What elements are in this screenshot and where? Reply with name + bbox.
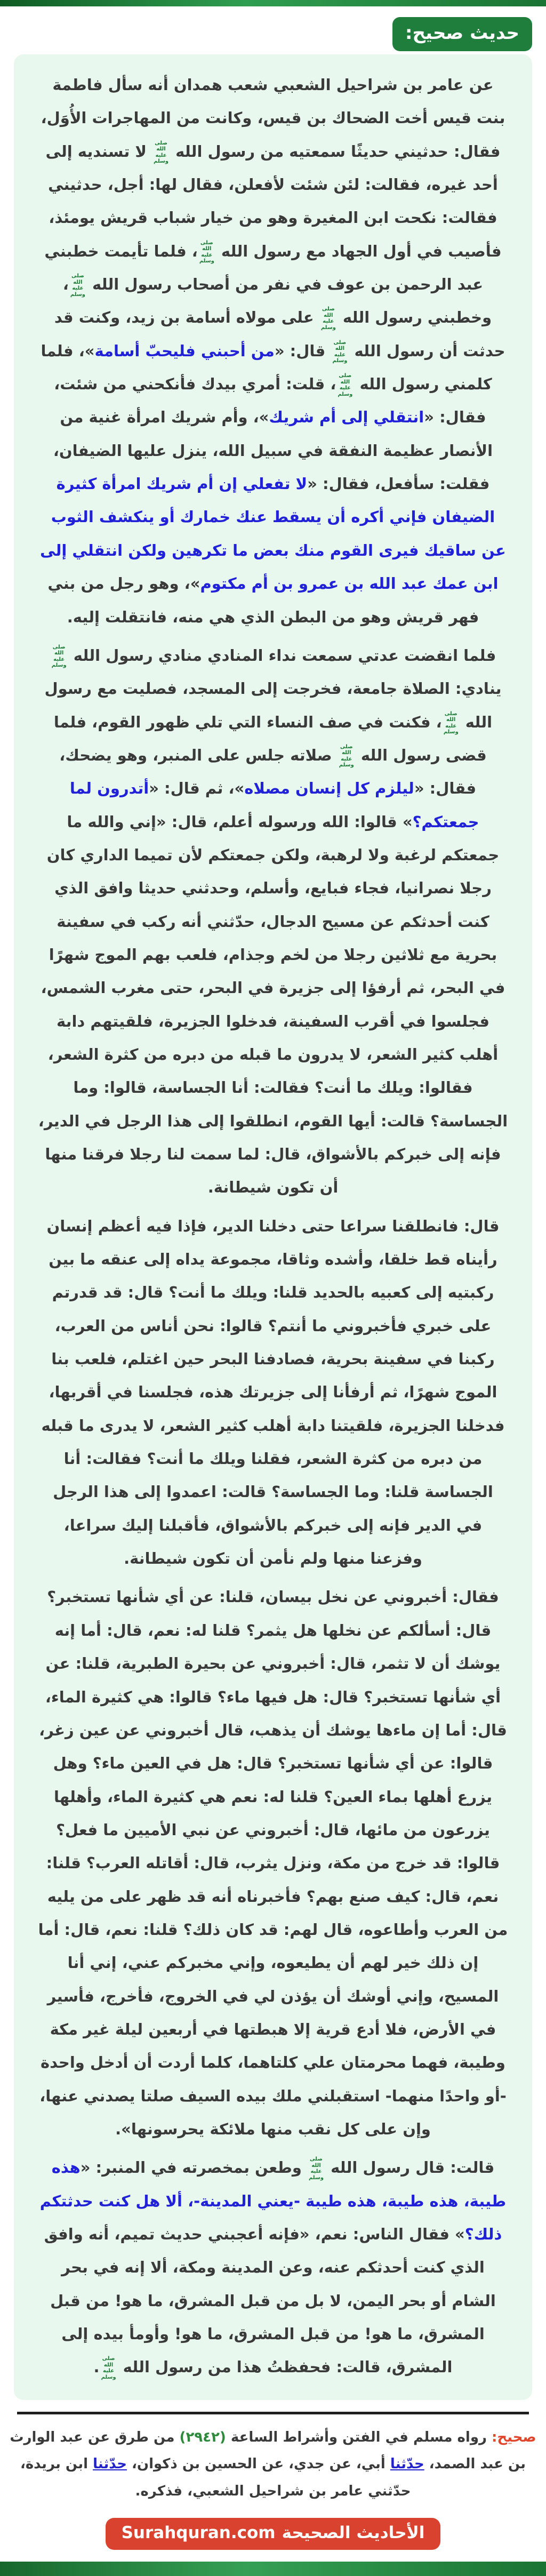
saw-symbol: صلى الله عليه وسلم (332, 339, 348, 364)
prophet-quote-text: انتقلي إلى أم شريك (269, 408, 424, 427)
narrator-link[interactable]: حدّثنا (390, 2456, 424, 2473)
hadith-paragraph (37, 1210, 509, 1575)
prophet-quote-text: هذه طيبة، هذه طيبة، هذه طيبة -يعني المدينة-، ألا هل كنت حدثتكم ذلك؟ (39, 2158, 507, 2243)
text-segment: فلما انقضت عدتي سمعت نداء المنادي منادي رسول الله (68, 646, 496, 665)
text-segment: ابن بريدة، حدّثني عامر بن شراحيل الشعبي، فذكره. (20, 2456, 411, 2500)
saw-symbol: صلى الله عليه وسلم (338, 373, 353, 397)
saw-symbol: صلى الله عليه وسلم (51, 644, 67, 669)
prophet-quote-text: لا تفعلي إن أم شريك امرأة كثيرة الضيفان فإني أكره أن يسقط عنك خمارك أو ينكشف الثوب عن ساقيك فيرى القوم منك بعض ما تكرهين ولكن انتقلي إلى ابن عمك عبد الله بن عمرو بن أم مكتوم (40, 475, 506, 593)
text-segment: ، فكنت في صف النساء التي تلي ظهور القوم، فلما قضى رسول الله (53, 713, 487, 764)
text-segment: قال: « (274, 341, 331, 360)
text-segment: »، وأم شريك امرأة غنية من الأنصار عظيمة النفقة في سبيل الله، ينزل عليها الضيفان، فقلت: سأفعل، فقال: « (53, 408, 493, 493)
text-segment: وطعن بمخصرته في المنبر: « (80, 2158, 307, 2177)
text-segment: صلاته جلس على المنبر، وهو يضحك، فقال: « (59, 746, 477, 798)
text-segment: من طرق عن عبد الوارث بن عبد الصمد، (10, 2429, 526, 2473)
text-segment: رواه مسلم في الفتن وأشراط الساعة (226, 2429, 492, 2445)
brand-site-label: Surahquran.com (121, 2523, 276, 2542)
saw-symbol: صلى الله عليه وسلم (443, 710, 459, 735)
text-segment: أبي، عن جدي، عن الحسين بن ذكوان، (126, 2456, 390, 2473)
hadith-paragraph (37, 68, 509, 634)
text-segment: »، وهو رجل من بني فهر قريش وهو من البطن الذي هي منه، فانتقلت إليه. (47, 574, 479, 626)
bottom-green-bar (0, 2562, 546, 2576)
takhrij-section (0, 2424, 546, 2505)
saw-symbol: صلى الله عليه وسلم (339, 743, 354, 769)
text-segment: ، قلت: أمري بيدك فأنكحني من شئت، فقال: « (54, 375, 486, 427)
text-segment: » قالوا: الله ورسوله أعلم، قال: «إني والله ما جمعتكم لرغبة ولا لرهبة، ولكن جمعتكم لأن تميما الداري كان رجلا نصرانيا، فجاء فبايع، وأسلم، وحدثني حديثا وافق الذي كنت أحدثكم عن مسيح الدجال، حدّثني أنه ركب في سفينة بحرية مع ثلاثين رجلا من لخم وجذام، فلعب بهم الموج شهرًا في البحر، ثم أرفؤا إلى جزيرة في البحر، حتى مغرب الشمس، فجلسوا في أقرب السفينة، فدخلوا الجزيرة، فلقيتهم دابة أهلب كثير الشعر، لا يدرون ما قبله من دبره من كثرة الشعر، فقالوا: ويلك ما أنت؟ فقالت: أنا الجساسة، قالوا: وما الجساسة؟ قالت: أيها القوم، انطلقوا إلى هذا الرجل في الدير، فإنه إلى خبركم بالأشواق، قال: لما سمت لنا رجلا فرقنا منها أن تكون شيطانة. (38, 812, 508, 1197)
saw-symbol: صلى الله عليه وسلم (199, 239, 214, 265)
text-segment: » فقال الناس: نعم، «فإنه أعجبني حديث تميم، أنه وافق الذي كنت أحدثكم عنه، وعن المدينة ومكة، ألا إنه في بحر الشام أو بحر اليمن، لا بل من قبل المشرق، ما هو! من قبل المشرق، ما هو! من قبل المشرق، ما هو! وأومأ بيده إلى المشرق، قالت: فحفظتُ هذا من رسول الله (44, 2225, 496, 2377)
takhrij-paragraph (7, 2424, 539, 2505)
text-segment: لا تسنديه إلى أحد غيره، فقالت: لئن شئت لأفعلن، فقال لها: أجل، حدثيني فقالت: نكحت ابن المغيرة وهو من خيار شباب قريش يومئذ، فأصيب في أول الجهاد مع رسول الله (45, 142, 502, 260)
top-green-bar (0, 0, 546, 6)
hadith-paragraph (37, 639, 509, 1204)
text-segment: فقال: أخبروني عن نخل بيسان، قلنا: عن أي شأنها تستخبر؟ قال: أسألكم عن نخلها هل يثمر؟ قلنا له: نعم، قال: أما إنه يوشك أن لا تثمر، قال: أخبروني عن بحيرة الطبرية، قلنا: عن أي شأنها تستخبر؟ قال: هل فيها ماء؟ قالوا: هي كثيرة الماء، قال: أما إن ماءها يوشك أن يذهب، قال أخبروني عن عين زغر، قالوا: عن أي شأنها تستخبر؟ قال: هل في العين ماء؟ وهل يزرع أهلها بماء العين؟ قلنا له: نعم هي كثيرة الماء، وأهلها يزرعون من مائها، قال: أخبروني عن نبي الأميين ما فعل؟ قالوا: قد خرج من مكة، ونزل يثرب، قال: أقاتله العرب؟ قلنا: نعم، قال: كيف صنع بهم؟ فأخبرناه أنه قد ظهر على من يليه من العرب وأطاعوه، قال لهم: قد كان ذلك؟ قلنا: نعم، قال: أما إن ذلك خير لهم أن يطيعوه، وإني مخبركم عني، إني أنا المسيح، وإني أوشك أن يؤذن لي في الخروج، فأخرج، فأسير في الأرض، فلا أدع قرية إلا هبطتها في أربعين ليلة غير مكة وطيبة، فهما محرمتان علي كلتاهما، كلما أردت أن أدخل واحدة -أو واحدًا منهما- استقبلني ملك بيده السيف صلتا يصدني عنها، وإن على كل نقب منها ملائكة يحرسونها». (38, 1588, 508, 2138)
saw-symbol: صلى الله عليه وسلم (154, 140, 169, 165)
site-brand-badge[interactable] (106, 2518, 441, 2550)
brand-series-label: الأحاديث الصحيحة (282, 2523, 425, 2542)
grade-word: صحيح: (492, 2429, 536, 2445)
text-segment: »، ثم قال: « (149, 779, 245, 798)
saw-symbol: صلى الله عليه وسلم (308, 2156, 324, 2181)
text-segment: قالت: قال رسول الله (325, 2158, 495, 2177)
saw-symbol: صلى الله عليه وسلم (320, 306, 336, 331)
text-segment: . (93, 2358, 100, 2377)
hadith-paragraph (37, 1580, 509, 2146)
prophet-quote-text: أتدرون لما جمعتكم؟ (69, 779, 479, 831)
prophet-quote-text: ليلزم كل إنسان مصلاه (244, 779, 414, 798)
saw-symbol: صلى الله عليه وسلم (70, 273, 85, 298)
footer-divider (17, 2412, 529, 2414)
text-segment: »، فلما كلمني رسول الله (41, 341, 492, 394)
hadith-paragraph (37, 2151, 509, 2383)
hadith-grade-badge: حديث صحيح: (392, 17, 532, 51)
hadith-number: (٢٩٤٢) (179, 2429, 226, 2445)
text-segment: عن عامر بن شراحيل الشعبي شعب همدان أنه سأل فاطمة بنت قيس أخت الضحاك بن قيس، وكانت من المهاجرات الأُوَل، فقال: حدثيني حديثًا سمعتيه من رسول الله (41, 76, 505, 161)
text-segment: ، فلما تأيمت خطبني عبد الرحمن بن عوف في نفر من أصحاب رسول الله (44, 242, 484, 294)
prophet-quote-text: من أحبني فليحبّ أسامة (94, 341, 275, 360)
saw-symbol: صلى الله عليه وسلم (101, 2356, 116, 2380)
hadith-text-box (14, 54, 532, 2400)
text-segment: ، وخطبني رسول الله (62, 275, 492, 327)
narrator-link[interactable]: حدّثنا (93, 2456, 127, 2473)
text-segment: ينادي: الصلاة جامعة، فخرجت إلى المسجد، فصليت مع رسول الله (44, 679, 502, 731)
text-segment: على مولاه أسامة بن زيد، وكنت قد حدثت أن رسول الله (54, 308, 505, 360)
text-segment: قال: فانطلقنا سراعا حتى دخلنا الدير، فإذا فيه أعظم إنسان رأيناه قط خلقا، وأشده وثاقا، مجموعة يداه إلى عنقه ما بين ركبتيه إلى كعبيه بالحديد قلنا: ويلك ما أنت؟ قال: قد قدرتم على خبري فأخبروني ما أنتم؟ قالوا: نحن أناس من العرب، ركبنا في سفينة بحرية، فصادفنا البحر حين اغتلم، فلعب بنا الموج شهرًا، ثم أرفأنا إلى جزيرتك هذه، فجلسنا في أقربها، فدخلنا الجزيرة، فلقيتنا دابة أهلب كثير الشعر، لا يدرى ما قبله من دبره من كثرة الشعر، فقلنا ويلك ما أنت؟ فقالت: أنا الجساسة قلنا: وما الجساسة؟ قالت: اعمدوا إلى هذا الرجل في الدير فإنه إلى خبركم بالأشواق، فأقبلنا إليك سراعا، وفزعنا منها ولم نأمن أن تكون شيطانة. (41, 1217, 505, 1568)
